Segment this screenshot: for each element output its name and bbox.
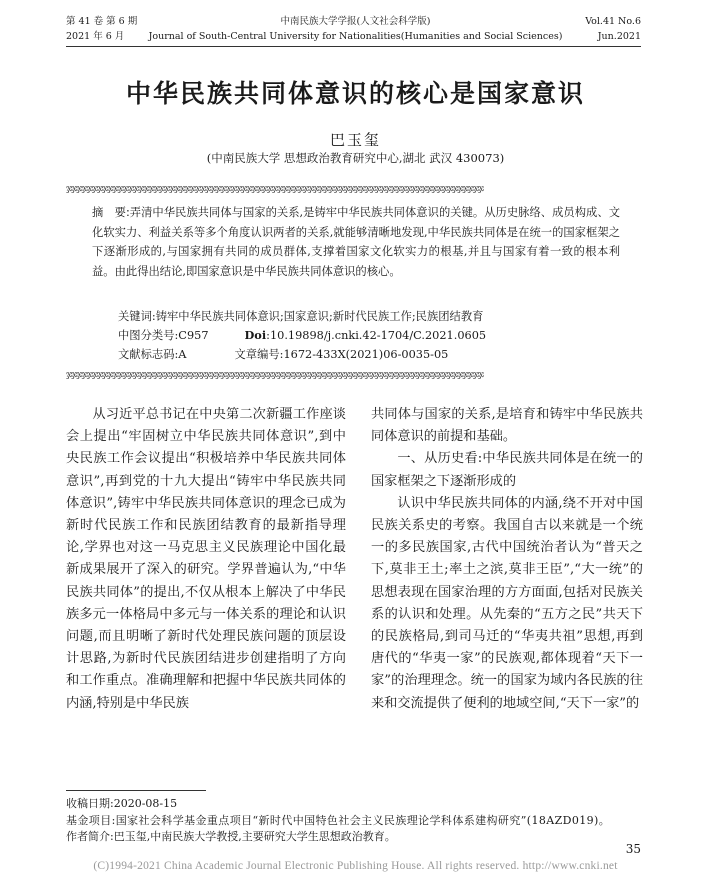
clc-value: C957 bbox=[178, 329, 209, 342]
header-journal-cn: 中南民族大学学报(人文社会科学版) bbox=[280, 16, 431, 27]
document-code-row bbox=[118, 345, 448, 364]
header-volume-issue: 第 41 卷 第 6 期 bbox=[66, 16, 138, 27]
keywords bbox=[118, 307, 483, 326]
header-issue-info-en bbox=[585, 14, 641, 44]
keywords-label: 关键词: bbox=[118, 310, 156, 323]
article-no-value: 1672-433X(2021)06-0035-05 bbox=[283, 348, 449, 361]
article-no-label: 文章编号: bbox=[234, 348, 284, 361]
page-number: 35 bbox=[625, 842, 641, 856]
body-paragraph: 从习近平总书记在中央第二次新疆工作座谈会上提出“牢固树立中华民族共同体意识”,到中央民族工作会议提出“积极培养中华民族共同体意识”,再到党的十九大提出“铸牢中华民族共同体意识”,铸牢中华民族共同体意识的理念已成为新时代民族工作和民族团结教育的最新指导理论,学界也对这一马克思主义民族理论中国化最新成果展开了深入的研究。学界普遍认为,“中华民族共同体”的提出,不仅从根本上解决了中华民族多元一体格局中多元与一体关系的理论和认识问题,而且明晰了新时代处理民族问题的顶层设计思路,为新时代民族团结进步创建指明了方向和工作重点。准确理解和把握中华民族共同体的内涵,特别是中华民族 bbox=[66, 407, 346, 711]
section-heading: 一、从历史看:中华民族共同体是在统一的国家框架之下逐渐形成的 bbox=[371, 451, 643, 489]
classification-row bbox=[118, 326, 486, 345]
doi-value: :10.19898/j.cnki.42-1704/C.2021.0605 bbox=[266, 329, 487, 342]
keywords-text: 铸牢中华民族共同体意识;国家意识;新时代民族工作;民族团结教育 bbox=[155, 310, 484, 323]
footnotes bbox=[66, 796, 643, 846]
abstract-label: 摘 要: bbox=[92, 206, 130, 219]
body-column-right bbox=[371, 404, 643, 715]
header-rule bbox=[66, 46, 641, 47]
doi-label: Doi bbox=[244, 328, 267, 342]
clc-label: 中图分类号: bbox=[118, 329, 179, 342]
body-paragraph-continuation: 共同体与国家的关系,是培育和铸牢中华民族共同体意识的前提和基础。 bbox=[371, 407, 643, 445]
body-paragraph: 认识中华民族共同体的内涵,绕不开对中国民族关系史的考察。我国自古以来就是一个统一的多民族国家,古代中国统治者认为“普天之下,莫非王土;率土之滨,莫非王臣”,“大一统”的思想表现在国家治理的方方面面,包括对民族关系的认识和处理。从先秦的“五方之民”共天下的民族格局,到司马迁的“华夷共祖”思想,再到唐代的“华夷一家”的民族观,都体现着“天下一家”的治理理念。统一的国家为域内各民族的往来和交流提供了便利的地域空间,“天下一家”的 bbox=[371, 495, 643, 711]
header-vol-no: Vol.41 No.6 bbox=[585, 16, 641, 27]
doc-code-label: 文献标志码: bbox=[118, 348, 179, 361]
footnote-rule bbox=[66, 790, 206, 791]
copyright-footer: (C)1994-2021 China Academic Journal Electronic Publishing House. All rights reserved. http://www.cnki.net bbox=[93, 860, 618, 872]
ornament-divider-bottom: ჯჯჯჯჯჯჯჯჯჯჯჯჯჯჯჯჯჯჯჯჯჯჯჯჯჯჯჯჯჯჯჯჯჯჯჯჯჯჯჯჯჯჯჯჯჯჯჯჯჯჯჯჯჯჯჯჯჯჯჯჯჯჯჯჯჯჯჯჯჯჯჯჯჯჯჯჯჯჯჯჯ bbox=[66, 370, 483, 380]
footnote-author-intro: 作者简介:巴玉玺,中南民族大学教授,主要研究大学生思想政治教育。 bbox=[66, 830, 396, 843]
abstract bbox=[92, 203, 620, 281]
abstract-text: 弄清中华民族共同体与国家的关系,是铸牢中华民族共同体意识的关键。从历史脉络、成员构成、文化软实力、利益关系等多个角度认识两者的关系,就能够清晰地发现,中华民族共同体是在统一的国家框架之下逐渐形成的,与国家拥有共同的成员群体,支撑着国家文化软实力的根基,并且与国家有着一致的根本利益。由此得出结论,即国家意识是中华民族共同体意识的核心。 bbox=[92, 206, 620, 278]
ornament-divider-top: ჯჯჯჯჯჯჯჯჯჯჯჯჯჯჯჯჯჯჯჯჯჯჯჯჯჯჯჯჯჯჯჯჯჯჯჯჯჯჯჯჯჯჯჯჯჯჯჯჯჯჯჯჯჯჯჯჯჯჯჯჯჯჯჯჯჯჯჯჯჯჯჯჯჯჯჯჯჯჯჯჯ bbox=[66, 184, 483, 194]
header-month: Jun.2021 bbox=[597, 31, 641, 42]
author-name: 巴玉玺 bbox=[329, 131, 381, 149]
header-journal-en: Journal of South-Central University for Nationalities(Humanities and Social Sciences) bbox=[148, 31, 563, 42]
doc-code-value: A bbox=[178, 348, 187, 361]
author-affiliation: (中南民族大学 思想政治教育研究中心,湖北 武汉 430073) bbox=[206, 151, 505, 165]
header-date: 2021 年 6 月 bbox=[66, 31, 125, 42]
article-title: 中华民族共同体意识的核心是国家意识 bbox=[125, 79, 585, 108]
body-column-left bbox=[66, 404, 346, 715]
footnote-received: 收稿日期:2020-08-15 bbox=[66, 797, 178, 810]
footnote-fund: 基金项目:国家社会科学基金重点项目“新时代中国特色社会主义民族理论学科体系建构研究”(18AZD019)。 bbox=[66, 813, 611, 827]
